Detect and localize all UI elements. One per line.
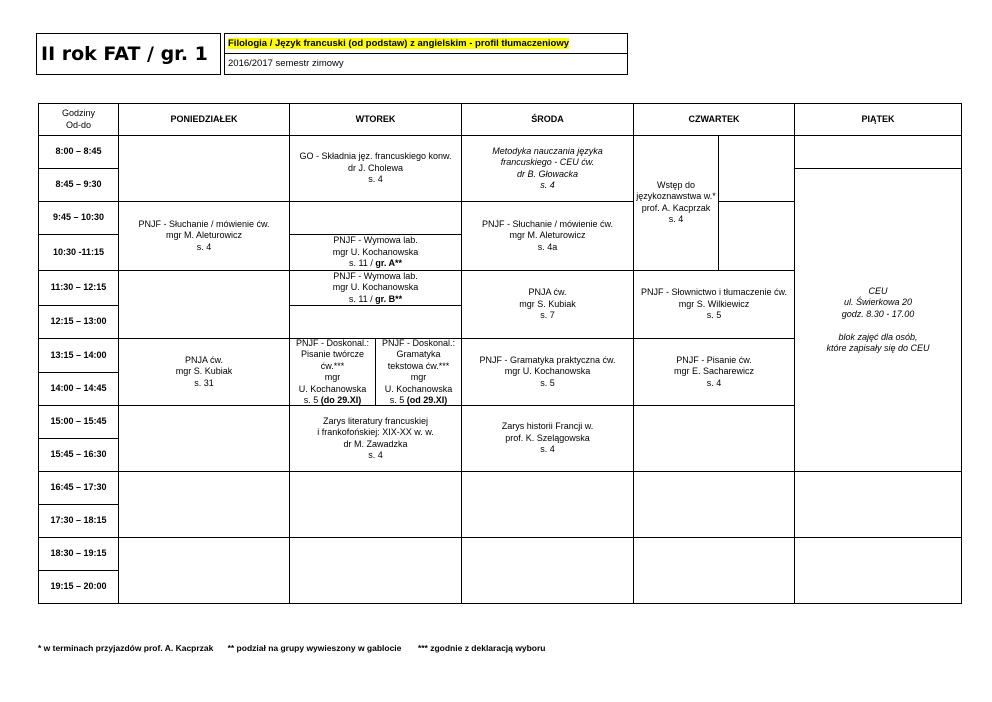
class-cell: CEU ul. Świerkowa 20 godz. 8.30 - 17.00 blok zajęć dla osób, które zapisały się do CEU — [795, 169, 962, 472]
hours-column-header: Godziny Od-do — [39, 104, 119, 136]
empty-cell — [290, 306, 462, 339]
table-row — [39, 538, 962, 571]
day-header-wednesday: ŚRODA — [462, 104, 634, 136]
empty-cell — [634, 538, 795, 604]
empty-cell — [634, 406, 795, 472]
table-header-row — [39, 104, 962, 136]
class-cell: PNJF - Gramatyka praktyczna ćw. mgr U. Kochanowska s. 5 — [462, 339, 634, 406]
empty-cell — [290, 538, 462, 604]
footnote-3: *** zgodnie z deklaracją wyboru — [417, 643, 546, 653]
class-cell: PNJF - Wymowa lab. mgr U. Kochanowska s. 11 / gr. A** — [290, 235, 462, 271]
class-cell: Metodyka nauczania języka francuskiego - CEU ćw. dr B. Głowacka s. 4 — [462, 136, 634, 202]
empty-cell — [119, 136, 290, 202]
empty-cell — [462, 472, 634, 538]
class-cell: PNJA ćw. mgr S. Kubiak s. 7 — [462, 270, 634, 339]
schedule-table — [38, 103, 962, 604]
time-slot: 16:45 – 17:30 — [39, 472, 119, 505]
empty-cell — [119, 472, 290, 538]
empty-cell — [290, 202, 462, 235]
time-slot: 9:45 – 10:30 — [39, 202, 119, 235]
time-slot: 19:15 – 20:00 — [39, 571, 119, 604]
class-cell: PNJA ćw. mgr S. Kubiak s. 31 — [119, 339, 290, 406]
empty-cell — [795, 538, 962, 604]
table-row — [39, 472, 962, 505]
class-cell: PNJF - Doskonal.: Pisanie twórcze ćw.*** mgr U. Kochanowska s. 5 (do 29.XI) — [290, 339, 376, 405]
empty-cell — [119, 406, 290, 472]
class-cell: PNJF - Słownictwo i tłumaczenie ćw. mgr S. Wilkiewicz s. 5 — [634, 270, 795, 339]
program-name: Filologia / Język francuski (od podstaw) z angielskim - profil tłumaczeniowy — [225, 34, 627, 54]
day-header-monday: PONIEDZIAŁEK — [119, 104, 290, 136]
class-cell: Wstęp do językoznawstwa w.* prof. A. Kacprzak s. 4 — [634, 136, 719, 271]
class-cell: Zarys historii Francji w. prof. K. Szelągowska s. 4 — [462, 406, 634, 472]
time-slot: 12:15 – 13:00 — [39, 306, 119, 339]
empty-cell — [634, 472, 795, 538]
class-cell: GO - Składnia jęz. francuskiego konw. dr J. Cholewa s. 4 — [290, 136, 462, 202]
footnote-1: * w terminach przyjazdów prof. A. Kacprzak — [38, 643, 214, 653]
time-slot: 18:30 – 19:15 — [39, 538, 119, 571]
class-cell: PNJF - Pisanie ćw. mgr E. Sacharewicz s. 4 — [634, 339, 795, 406]
empty-cell — [462, 538, 634, 604]
time-slot: 8:45 – 9:30 — [39, 169, 119, 202]
time-slot: 17:30 – 18:15 — [39, 505, 119, 538]
program-info-box — [224, 33, 628, 75]
class-title: II rok FAT / gr. 1 — [36, 33, 221, 75]
time-slot: 15:00 – 15:45 — [39, 406, 119, 439]
time-slot: 13:15 – 14:00 — [39, 339, 119, 373]
empty-cell — [119, 270, 290, 339]
class-cell: PNJF - Słuchanie / mówienie ćw. mgr M. Aleturowicz s. 4 — [119, 202, 290, 271]
class-cell: Zarys literatury francuskiej i frankofońskiej: XIX-XX w. w. dr M. Zawadzka s. 4 — [290, 406, 462, 472]
empty-cell — [795, 472, 962, 538]
table-row — [39, 136, 962, 169]
footnote-2: ** podział na grupy wywieszony w gablocie — [227, 643, 402, 653]
time-slot: 10:30 -11:15 — [39, 235, 119, 271]
footnotes — [38, 643, 545, 653]
day-header-friday: PIĄTEK — [795, 104, 962, 136]
class-cell: PNJF - Wymowa lab. mgr U. Kochanowska s. 11 / gr. B** — [290, 270, 462, 306]
semester-label: 2016/2017 semestr zimowy — [228, 58, 344, 69]
time-slot: 11:30 – 12:15 — [39, 270, 119, 306]
time-slot: 14:00 – 14:45 — [39, 372, 119, 406]
class-cell: PNJF - Słuchanie / mówienie ćw. mgr M. Aleturowicz s. 4a — [462, 202, 634, 271]
empty-cell — [795, 136, 962, 169]
time-slot: 15:45 – 16:30 — [39, 439, 119, 472]
split-cell — [290, 339, 462, 406]
empty-cell — [119, 538, 290, 604]
class-cell: PNJF - Doskonal.: Gramatyka tekstowa ćw.*** mgr U. Kochanowska s. 5 (od 29.XI) — [381, 338, 456, 405]
day-header-thursday: CZWARTEK — [634, 104, 795, 136]
day-header-tuesday: WTOREK — [290, 104, 462, 136]
empty-cell — [719, 202, 795, 271]
empty-cell — [719, 136, 795, 202]
time-slot: 8:00 – 8:45 — [39, 136, 119, 169]
empty-cell — [290, 472, 462, 538]
